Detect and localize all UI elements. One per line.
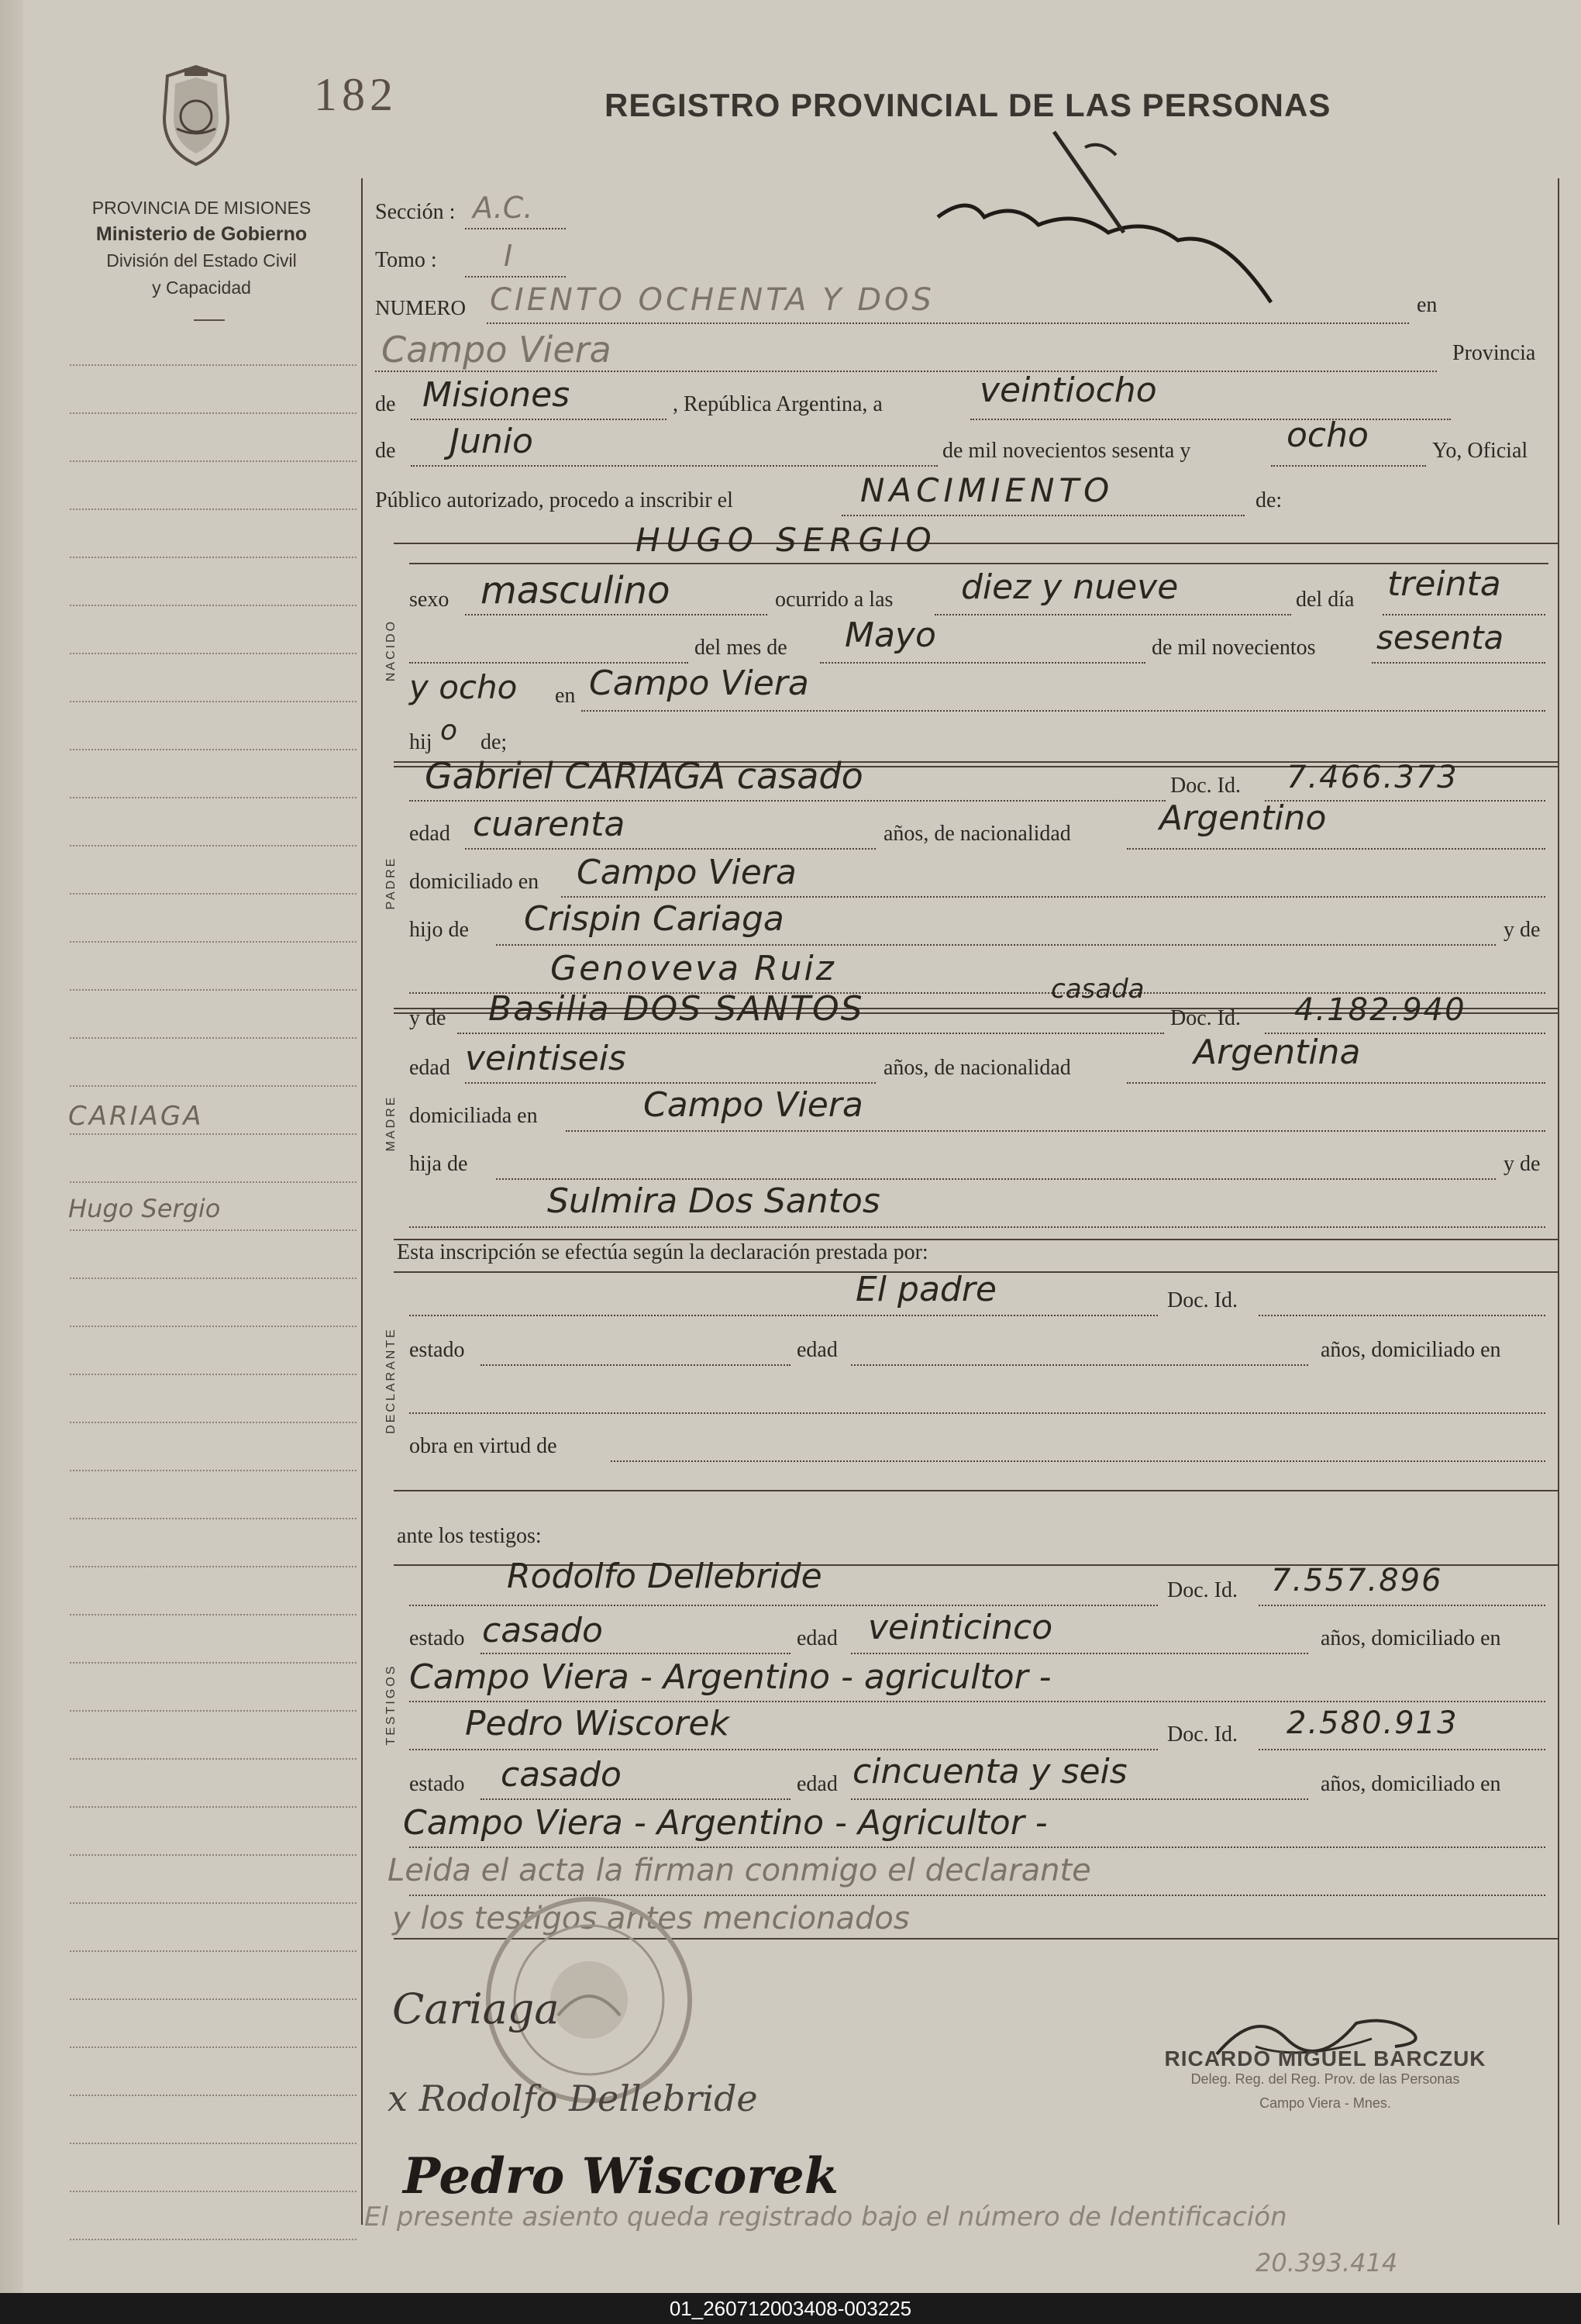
official-line-1: Deleg. Reg. del Reg. Prov. de las Personas (1190, 2071, 1460, 2087)
margin-rule-line (70, 1710, 356, 1712)
mil-novecientos-label: de mil novecientos (1152, 636, 1316, 660)
margin-rule-line (70, 749, 356, 750)
testigo1-estado-label: estado (409, 1626, 465, 1650)
republica-label: , República Argentina, a (673, 392, 883, 416)
header-line-4: y Capacidad (152, 278, 251, 298)
lugar-nac-line (581, 710, 1545, 712)
madre-edad-line (465, 1082, 876, 1084)
margin-rule-line (70, 1518, 356, 1519)
margin-rule-line (70, 701, 356, 702)
margin-rule-line (70, 2095, 356, 2096)
declarante-edad-label: edad (797, 1338, 838, 1362)
testigo2-doc-line (1259, 1749, 1545, 1750)
padre-edad-label: edad (409, 822, 450, 846)
declarante-dom-line (409, 1412, 1545, 1414)
nombre-line (409, 563, 1548, 564)
tomo-label: Tomo : (375, 248, 437, 272)
testigo2-dom-label: años, domiciliado en (1321, 1772, 1501, 1796)
padre-doc-label: Doc. Id. (1170, 774, 1241, 798)
declarante-estado-line (480, 1364, 790, 1366)
testigo2-value: Pedro Wiscorek (465, 1704, 729, 1743)
madre-hija-label: hija de (409, 1152, 468, 1176)
testigo1-value: Rodolfo Dellebride (507, 1557, 822, 1596)
seccion-value: A.C. (473, 191, 533, 225)
madre-nombre-line (457, 1033, 1164, 1034)
label-nacido: NACIDO (384, 619, 398, 682)
margin-rule-line (70, 893, 356, 895)
padre-nac-value: Argentino (1159, 798, 1327, 838)
testigo2-edad-label: edad (797, 1772, 838, 1796)
margin-rule-line (70, 797, 356, 798)
margin-rule-line (70, 1326, 356, 1327)
margin-rule-line (70, 1181, 356, 1183)
padre-nac-line (1127, 848, 1545, 850)
testigo2-edad-value: cincuenta y seis (852, 1752, 1128, 1791)
margin-rule-line (70, 2046, 356, 2048)
declarante-estado-label: estado (409, 1338, 465, 1362)
margin-rule-line (70, 1566, 356, 1567)
margin-rule-line (70, 1229, 356, 1231)
de-semicolon-label: de; (480, 730, 508, 754)
testigo2-line (409, 1749, 1158, 1750)
publico-label: Público autorizado, procedo a inscribir el (375, 488, 733, 512)
declarante-value: El padre (856, 1270, 997, 1309)
lugar-value: Campo Viera (381, 329, 611, 371)
mes-nac-line (820, 662, 1145, 664)
padre-edad-line (465, 848, 876, 850)
margin-surname: CARIAGA (68, 1101, 204, 1132)
margin-rule-line (70, 1470, 356, 1471)
margin-rule-line (70, 2143, 356, 2144)
madre-madre-line (409, 1226, 1545, 1228)
padre-madre-value: Genoveva Ruiz (550, 949, 836, 988)
label-testigos: TESTIGOS (384, 1664, 398, 1746)
provincia-value: Misiones (422, 375, 570, 415)
madre-y-de-label-2: y de (1504, 1152, 1541, 1176)
margin-rule-line (70, 1374, 356, 1375)
declarante-line (409, 1315, 1158, 1316)
header-divider (194, 319, 225, 321)
testigo1-edad-line (851, 1653, 1308, 1654)
label-padre: PADRE (384, 856, 398, 910)
padre-dom-line (561, 896, 1545, 898)
del-dia-label: del día (1296, 588, 1355, 612)
margin-rule-line (70, 605, 356, 606)
declarante-doc-line (1259, 1315, 1545, 1316)
en-label: en (1417, 293, 1438, 317)
bottom-note-number: 20.393.414 (1256, 2248, 1398, 2277)
official-name: RICARDO MIGUEL BARCZUK (1164, 2046, 1486, 2071)
madre-estado-value: casada (1051, 974, 1145, 1005)
madre-nac-label: años, de nacionalidad (884, 1056, 1071, 1080)
padre-nombre-line (409, 800, 1166, 802)
margin-rule-line (70, 1902, 356, 1904)
padre-doc-value: 7.466.373 (1286, 760, 1459, 795)
margin-rule-line (70, 1950, 356, 1952)
leida-value-1: Leida el acta la firman conmigo el declarante (388, 1853, 1091, 1888)
margin-rule-line (70, 1422, 356, 1423)
testigo2-estado-label: estado (409, 1772, 465, 1796)
issuer-header (46, 192, 356, 299)
margin-rule-line (70, 1037, 356, 1039)
header-line-3: División del Estado Civil (106, 250, 297, 271)
margin-rule-line (70, 1854, 356, 1856)
header-line-1: PROVINCIA DE MISIONES (91, 198, 312, 218)
mes-line (411, 465, 938, 467)
margin-rule-line (70, 653, 356, 654)
hora-value: diez y nueve (961, 567, 1179, 607)
fecha-line (970, 419, 1451, 420)
margin-rule-line (70, 412, 356, 414)
seccion-label: Sección : (375, 200, 456, 224)
madre-dom-value: Campo Viera (643, 1085, 863, 1125)
testigo1-dom-value: Campo Viera - Argentino - agricultor - (409, 1657, 1052, 1697)
bottom-note: El presente asiento queda registrado bajo el número de Identificación (364, 2202, 1287, 2233)
padre-hijo-line (496, 944, 1496, 946)
testigo1-dom-label: años, domiciliado en (1321, 1626, 1501, 1650)
margin-rule-line (70, 1998, 356, 2000)
padre-hijo-label: hijo de (409, 918, 469, 942)
leida-value-2: y los testigos antes mencionados (392, 1901, 910, 1936)
madre-edad-label: edad (409, 1056, 450, 1080)
ocurrido-label: ocurrido a las (775, 588, 894, 612)
mes-value: Junio (450, 422, 533, 461)
margin-rule-line (70, 1278, 356, 1279)
inscripcion-label: Esta inscripción se efectúa según la declaración prestada por: (397, 1240, 928, 1264)
madre-nac-value: Argentina (1194, 1033, 1361, 1072)
padre-padre-value: Crispin Cariaga (524, 899, 784, 939)
de-mil-label: de mil novecientos sesenta y (942, 439, 1191, 463)
signature-witness-1: x Rodolfo Dellebride (388, 2077, 758, 2119)
testigo1-estado-line (480, 1653, 790, 1654)
top-signature-icon (922, 116, 1294, 349)
madre-hija-line (496, 1178, 1496, 1180)
yo-oficial-label: Yo, Oficial (1432, 439, 1528, 463)
testigo1-edad-value: veinticinco (868, 1608, 1053, 1647)
left-margin-rule (361, 178, 363, 2225)
padre-nombre-value: Gabriel CARIAGA casado (425, 755, 863, 797)
testigo1-doc-value: 7.557.896 (1271, 1563, 1443, 1598)
margin-rule-line (70, 1133, 356, 1135)
madre-doc-value: 4.182.940 (1294, 992, 1466, 1028)
margin-rule-line (70, 1085, 356, 1087)
official-block (1139, 2046, 1511, 2112)
header-line-2: Ministerio de Gobierno (95, 223, 308, 245)
official-line-2: Campo Viera - Mnes. (1259, 2095, 1391, 2111)
anio-value: ocho (1286, 415, 1369, 455)
margin-rule-line (70, 845, 356, 847)
dia-value: veintiocho (980, 371, 1157, 410)
declarante-doc-label: Doc. Id. (1167, 1288, 1238, 1312)
lugar-nac-value: Campo Viera (589, 664, 809, 703)
sexo-line (465, 614, 767, 615)
sexo-value: masculino (480, 569, 670, 612)
anio-nac-value: sesenta (1376, 619, 1504, 657)
margin-rule-line (70, 460, 356, 462)
numero-label: NUMERO (375, 296, 467, 319)
madre-nombre-value: Basilia DOS SANTOS (488, 989, 864, 1029)
madre-madre-value: Sulmira Dos Santos (547, 1181, 880, 1221)
testigo1-line (409, 1605, 1158, 1606)
signature-father: Cariaga (392, 1984, 560, 2033)
signature-witness-2: Pedro Wiscorek (403, 2147, 839, 2205)
acto-value: NACIMIENTO (860, 471, 1114, 509)
padre-dom-label: domiciliado en (409, 870, 539, 894)
madre-nac-line (1127, 1082, 1545, 1084)
margin-rule-line (70, 2239, 356, 2240)
en-nac-label: en (555, 684, 576, 708)
hij-value: o (440, 715, 458, 747)
margin-rule-line (70, 941, 356, 943)
madre-y-de-label: y de (409, 1006, 446, 1030)
dia-nac-value: treinta (1387, 564, 1501, 604)
madre-doc-label: Doc. Id. (1170, 1006, 1241, 1030)
margin-rule-line (70, 1614, 356, 1615)
declarante-dom-label: años, domiciliado en (1321, 1338, 1501, 1362)
anio-nac-value-2: y ocho (409, 668, 518, 706)
padre-dom-value: Campo Viera (577, 853, 797, 892)
sexo-label: sexo (409, 588, 450, 612)
mes-nac-value: Mayo (845, 615, 936, 655)
testigo2-estado-line (480, 1798, 790, 1800)
testigo1-edad-label: edad (797, 1626, 838, 1650)
numero-value: CIENTO OCHENTA Y DOS (490, 282, 935, 318)
lugar-line (375, 371, 1437, 372)
tomo-value: I (504, 239, 513, 273)
margin-given-name: Hugo Sergio (68, 1194, 221, 1223)
acto-line (842, 515, 1245, 516)
testigo2-estado-value: casado (501, 1755, 622, 1795)
image-caption: 01_260712003408-003225 (0, 2293, 1581, 2324)
margin-rule-line (70, 509, 356, 510)
padre-edad-value: cuarenta (473, 805, 625, 844)
obra-label: obra en virtud de (409, 1434, 557, 1458)
anio-nac-line (1372, 662, 1545, 664)
de-label-1: de (375, 392, 396, 416)
madre-edad-value: veintiseis (465, 1039, 626, 1078)
margin-rule-line (70, 1662, 356, 1664)
testigo1-doc-label: Doc. Id. (1167, 1578, 1238, 1602)
ante-testigos-label: ante los testigos: (397, 1524, 542, 1548)
testigo2-dom-value: Campo Viera - Argentino - Agricultor - (403, 1803, 1048, 1843)
dia-nac-line (1383, 614, 1545, 615)
hora-line (935, 614, 1291, 615)
seccion-line (465, 228, 566, 229)
binding-edge (0, 0, 23, 2293)
margin-rule-line (70, 364, 356, 366)
margin-rule-line (70, 1758, 356, 1760)
testigo2-doc-value: 2.580.913 (1286, 1705, 1459, 1741)
testigo1-estado-value: casado (482, 1611, 603, 1650)
obra-line (611, 1460, 1545, 1462)
label-declarante: DECLARANTE (384, 1327, 398, 1434)
madre-dom-label: domiciliada en (409, 1104, 538, 1128)
hij-label: hij (409, 730, 432, 754)
form-title: REGISTRO PROVINCIAL DE LAS PERSONAS (604, 87, 1331, 123)
label-madre: MADRE (384, 1095, 398, 1152)
anio-line (1271, 465, 1426, 467)
testigo1-dom-line (409, 1701, 1545, 1702)
margin-rule-line (70, 1806, 356, 1808)
margin-rule-line (70, 557, 356, 558)
declarante-edad-line (851, 1364, 1308, 1366)
padre-y-de-label: y de (1504, 918, 1541, 942)
testigo2-dom-line (409, 1846, 1545, 1848)
provincia-label: Provincia (1452, 341, 1536, 365)
margin-rule-line (70, 989, 356, 991)
de-label-2: de (375, 439, 396, 463)
province-emblem-icon (153, 64, 239, 168)
nombre-value: HUGO SERGIO (636, 521, 938, 559)
de-colon-label: de: (1256, 488, 1283, 512)
del-mes-label: del mes de (694, 636, 787, 660)
madre-dom-line (566, 1130, 1545, 1132)
testigo2-doc-label: Doc. Id. (1167, 1722, 1238, 1746)
padre-nac-label: años, de nacionalidad (884, 822, 1071, 846)
provincia-line (411, 419, 666, 420)
margin-rule-line (70, 2191, 356, 2192)
testigo1-doc-line (1259, 1605, 1545, 1606)
tomo-line (465, 276, 566, 278)
testigo2-edad-line (851, 1798, 1308, 1800)
page-number: 182 (314, 69, 398, 120)
